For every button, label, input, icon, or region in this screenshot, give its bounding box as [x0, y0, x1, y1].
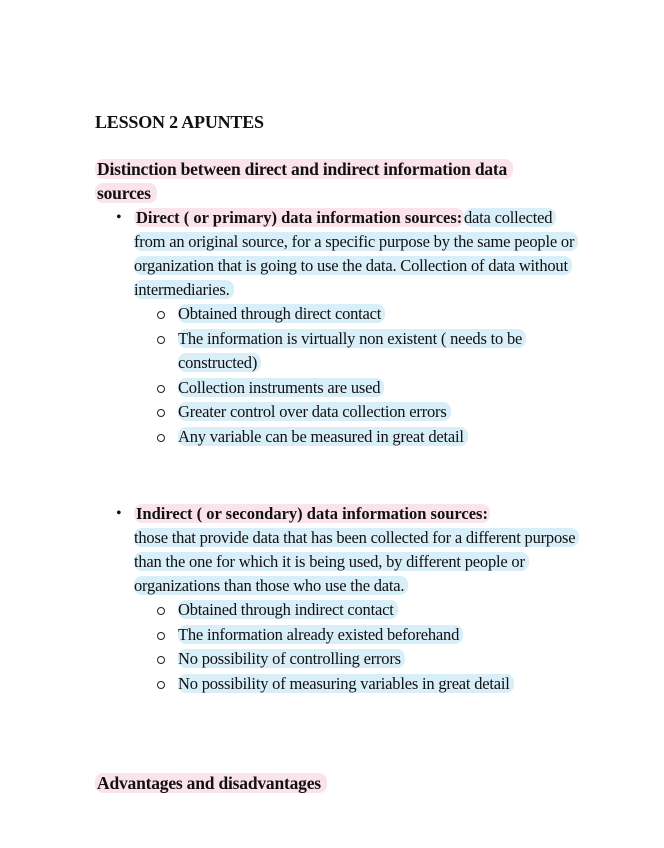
list-item [156, 327, 582, 376]
page-title: LESSON 2 APUNTES [95, 112, 264, 132]
indirect-sources-bullet [112, 502, 582, 526]
distinction-heading-text: Distinction between direct and indirect information data sources [95, 159, 513, 203]
list-item [156, 376, 582, 401]
list-item [156, 302, 582, 327]
circle-bullet-icon [157, 385, 165, 393]
circle-bullet-icon [157, 336, 165, 344]
list-item [156, 647, 582, 672]
list-item [156, 672, 582, 697]
list-item-text: Collection instruments are used [178, 378, 384, 397]
indirect-sources-points [112, 598, 582, 696]
advantages-heading [95, 771, 327, 795]
list-item-text: No possibility of controlling errors [178, 649, 405, 668]
advantages-heading-text: Advantages and disadvantages [95, 773, 327, 793]
circle-bullet-icon [157, 409, 165, 417]
circle-bullet-icon [157, 311, 165, 319]
circle-bullet-icon [157, 434, 165, 442]
indirect-sources-term: Indirect ( or secondary) data information sources: [136, 504, 488, 523]
list-item [156, 425, 582, 450]
list-item [156, 598, 582, 623]
bullet-icon: • [116, 209, 122, 226]
direct-sources-definition: data collected from an original source, for a specific purpose by the same people or organization that is going to use the data. Collection of data without intermediaries. [134, 208, 578, 299]
direct-sources-points [112, 302, 582, 449]
circle-bullet-icon [157, 632, 165, 640]
circle-bullet-icon [157, 607, 165, 615]
circle-bullet-icon [157, 681, 165, 689]
bullet-icon: • [116, 505, 122, 522]
list-item-text: The information already existed beforehand [178, 625, 463, 644]
indirect-sources-section [112, 502, 582, 696]
distinction-heading [95, 157, 565, 205]
list-item-text: Greater control over data collection errors [178, 402, 451, 421]
list-item-text: Obtained through direct contact [178, 304, 385, 323]
list-item-text: No possibility of measuring variables in great detail [178, 674, 514, 693]
direct-sources-section [112, 206, 582, 449]
direct-sources-bullet [112, 206, 582, 230]
list-item [156, 400, 582, 425]
indirect-sources-definition: those that provide data that has been collected for a different purpose than the one for which it is being used, by different people or organizations than those who use the data. [134, 528, 579, 595]
list-item [156, 623, 582, 648]
direct-sources-term: Direct ( or primary) data information sources: [136, 208, 463, 227]
circle-bullet-icon [157, 656, 165, 664]
list-item-text: Any variable can be measured in great detail [178, 427, 468, 446]
list-item-text: Obtained through indirect contact [178, 600, 398, 619]
list-item-text: The information is virtually non existent ( needs to be constructed) [178, 329, 526, 373]
indirect-sources-definition-wrap [112, 526, 582, 598]
